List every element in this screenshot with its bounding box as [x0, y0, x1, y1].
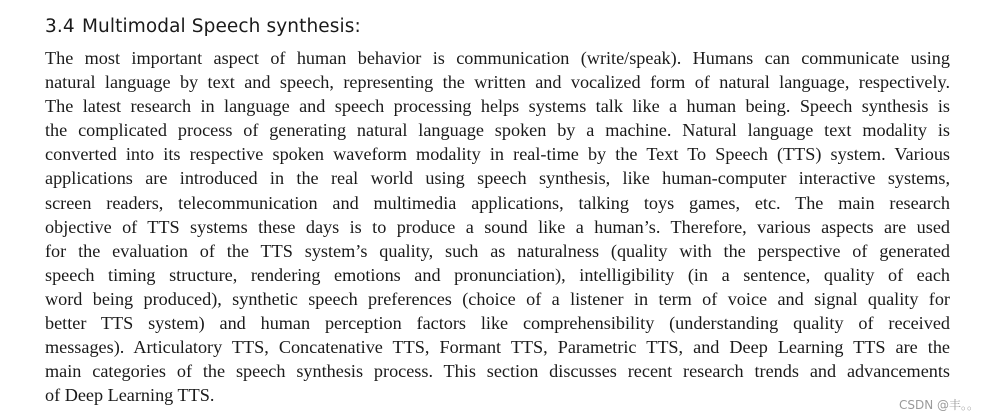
paragraph-line: main categories of the speech synthesis process. This section discusses recent research trends and advancements [45, 361, 950, 382]
paragraph-line: for the evaluation of the TTS system’s quality, such as naturalness (quality with the perspective of generated [45, 240, 950, 261]
section-3-4 [45, 14, 950, 407]
paragraph-line: objective of TTS systems these days is to produce a sound like a human’s. Therefore, various aspects are used [45, 216, 950, 237]
paragraph-line: screen readers, telecommunication and multimedia applications, talking toys games, etc. The main research [45, 192, 950, 213]
paragraph-line: The most important aspect of human behavior is communication (write/speak). Humans can communicate using [45, 48, 950, 68]
section-title: Multimodal Speech synthesis: [82, 16, 361, 37]
paragraph-line: the complicated process of generating natural language spoken by a machine. Natural language text modality is [45, 120, 950, 141]
paragraph-line: converted into its respective spoken waveform modality in real-time by the Text To Speech (TTS) system. Various [45, 144, 950, 165]
section-paragraph [45, 46, 950, 407]
section-heading [45, 14, 950, 40]
paragraph-line: messages). Articulatory TTS, Concatenative TTS, Formant TTS, Parametric TTS, and Deep Learning TTS are the [45, 337, 950, 358]
paragraph-line: speech timing structure, rendering emotions and pronunciation), intelligibility (in a sentence, quality of each [45, 264, 950, 285]
section-number: 3.4 [45, 16, 75, 37]
paragraph-line: applications are introduced in the real world using speech synthesis, like human-computer interactive systems, [45, 168, 950, 189]
paragraph-line: word being produced), synthetic speech preferences (choice of a listener in term of voice and signal quality for [45, 288, 950, 309]
watermark: CSDN @丰。。 [898, 398, 979, 412]
paragraph-line-last: of Deep Learning TTS. [45, 385, 215, 406]
paragraph-line: natural language by text and speech, representing the written and vocalized form of natural language, respectively. [45, 72, 950, 93]
paragraph-line: The latest research in language and speech processing helps systems talk like a human being. Speech synthesis is [45, 96, 950, 117]
paragraph-line: better TTS system) and human perception factors like comprehensibility (understanding quality of received [45, 313, 950, 334]
